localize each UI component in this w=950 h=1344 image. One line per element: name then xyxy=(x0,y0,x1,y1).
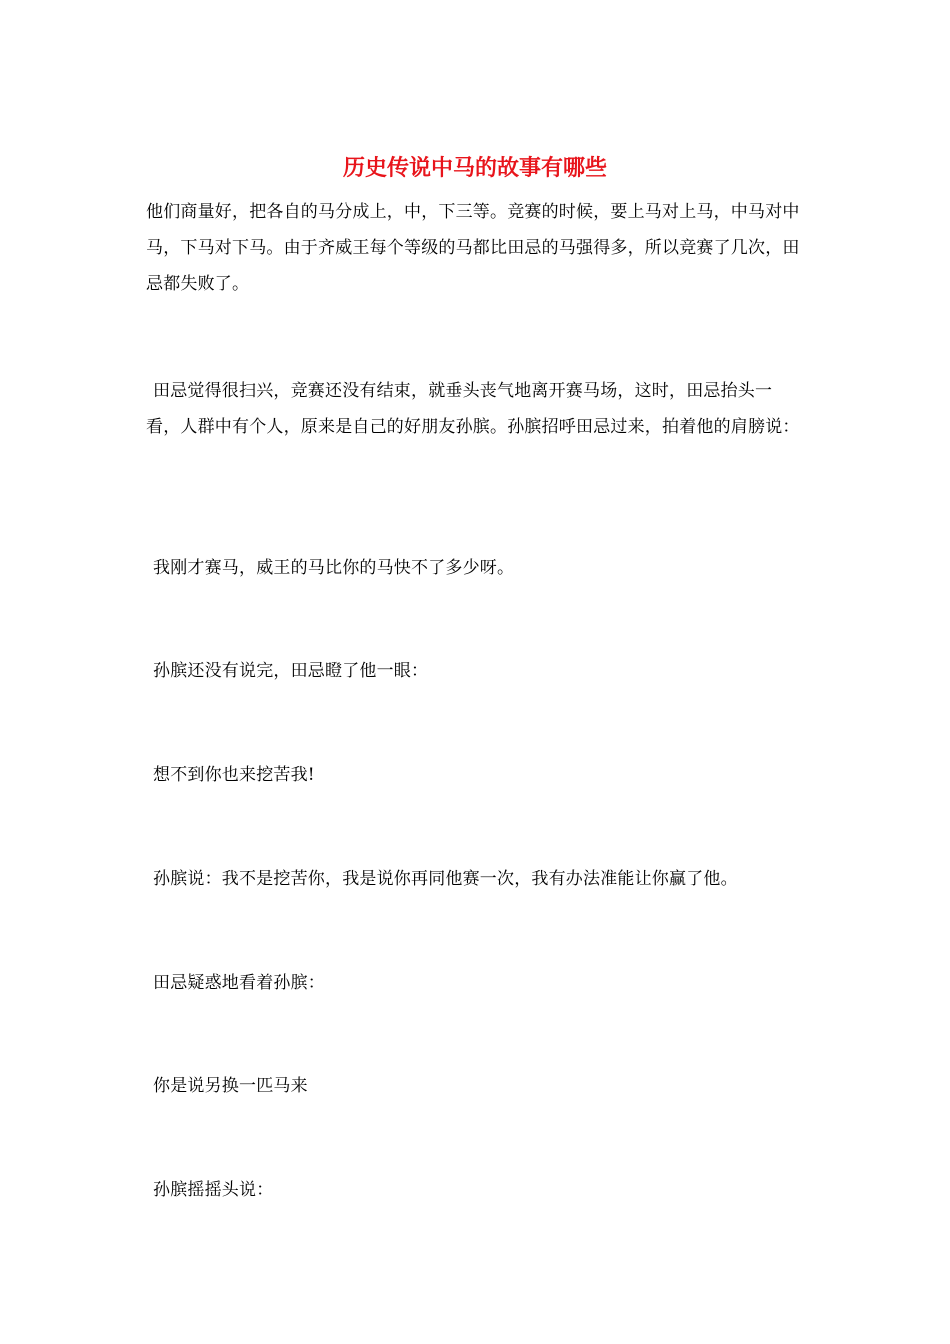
paragraph-8: 你是说另换一匹马来 xyxy=(153,1076,308,1096)
paragraph-1: 他们商量好，把各自的马分成上，中，下三等。竞赛的时候，要上马对上马，中马对中马，下马对下马。由于齐威王每个等级的马都比田忌的马强得多，所以竞赛了几次，田忌都失败了。 xyxy=(146,202,800,294)
paragraph-4: 孙膑还没有说完，田忌瞪了他一眼： xyxy=(153,661,429,681)
paragraph-5: 想不到你也来挖苦我! xyxy=(153,765,315,785)
paragraph-2: 田忌觉得很扫兴，竞赛还没有结束，就垂头丧气地离开赛马场，这时，田忌抬头一看，人群中有个人，原来是自己的好朋友孙膑。孙膑招呼田忌过来，拍着他的肩膀说： xyxy=(146,381,800,437)
document-title: 历史传说中马的故事有哪些 xyxy=(342,155,607,181)
paragraph-7: 田忌疑惑地看着孙膑： xyxy=(153,973,325,993)
paragraph-3: 我刚才赛马，威王的马比你的马快不了多少呀。 xyxy=(153,558,515,578)
paragraph-9: 孙膑摇摇头说： xyxy=(153,1180,274,1200)
paragraph-6: 孙膑说：我不是挖苦你，我是说你再同他赛一次，我有办法准能让你赢了他。 xyxy=(153,869,738,889)
